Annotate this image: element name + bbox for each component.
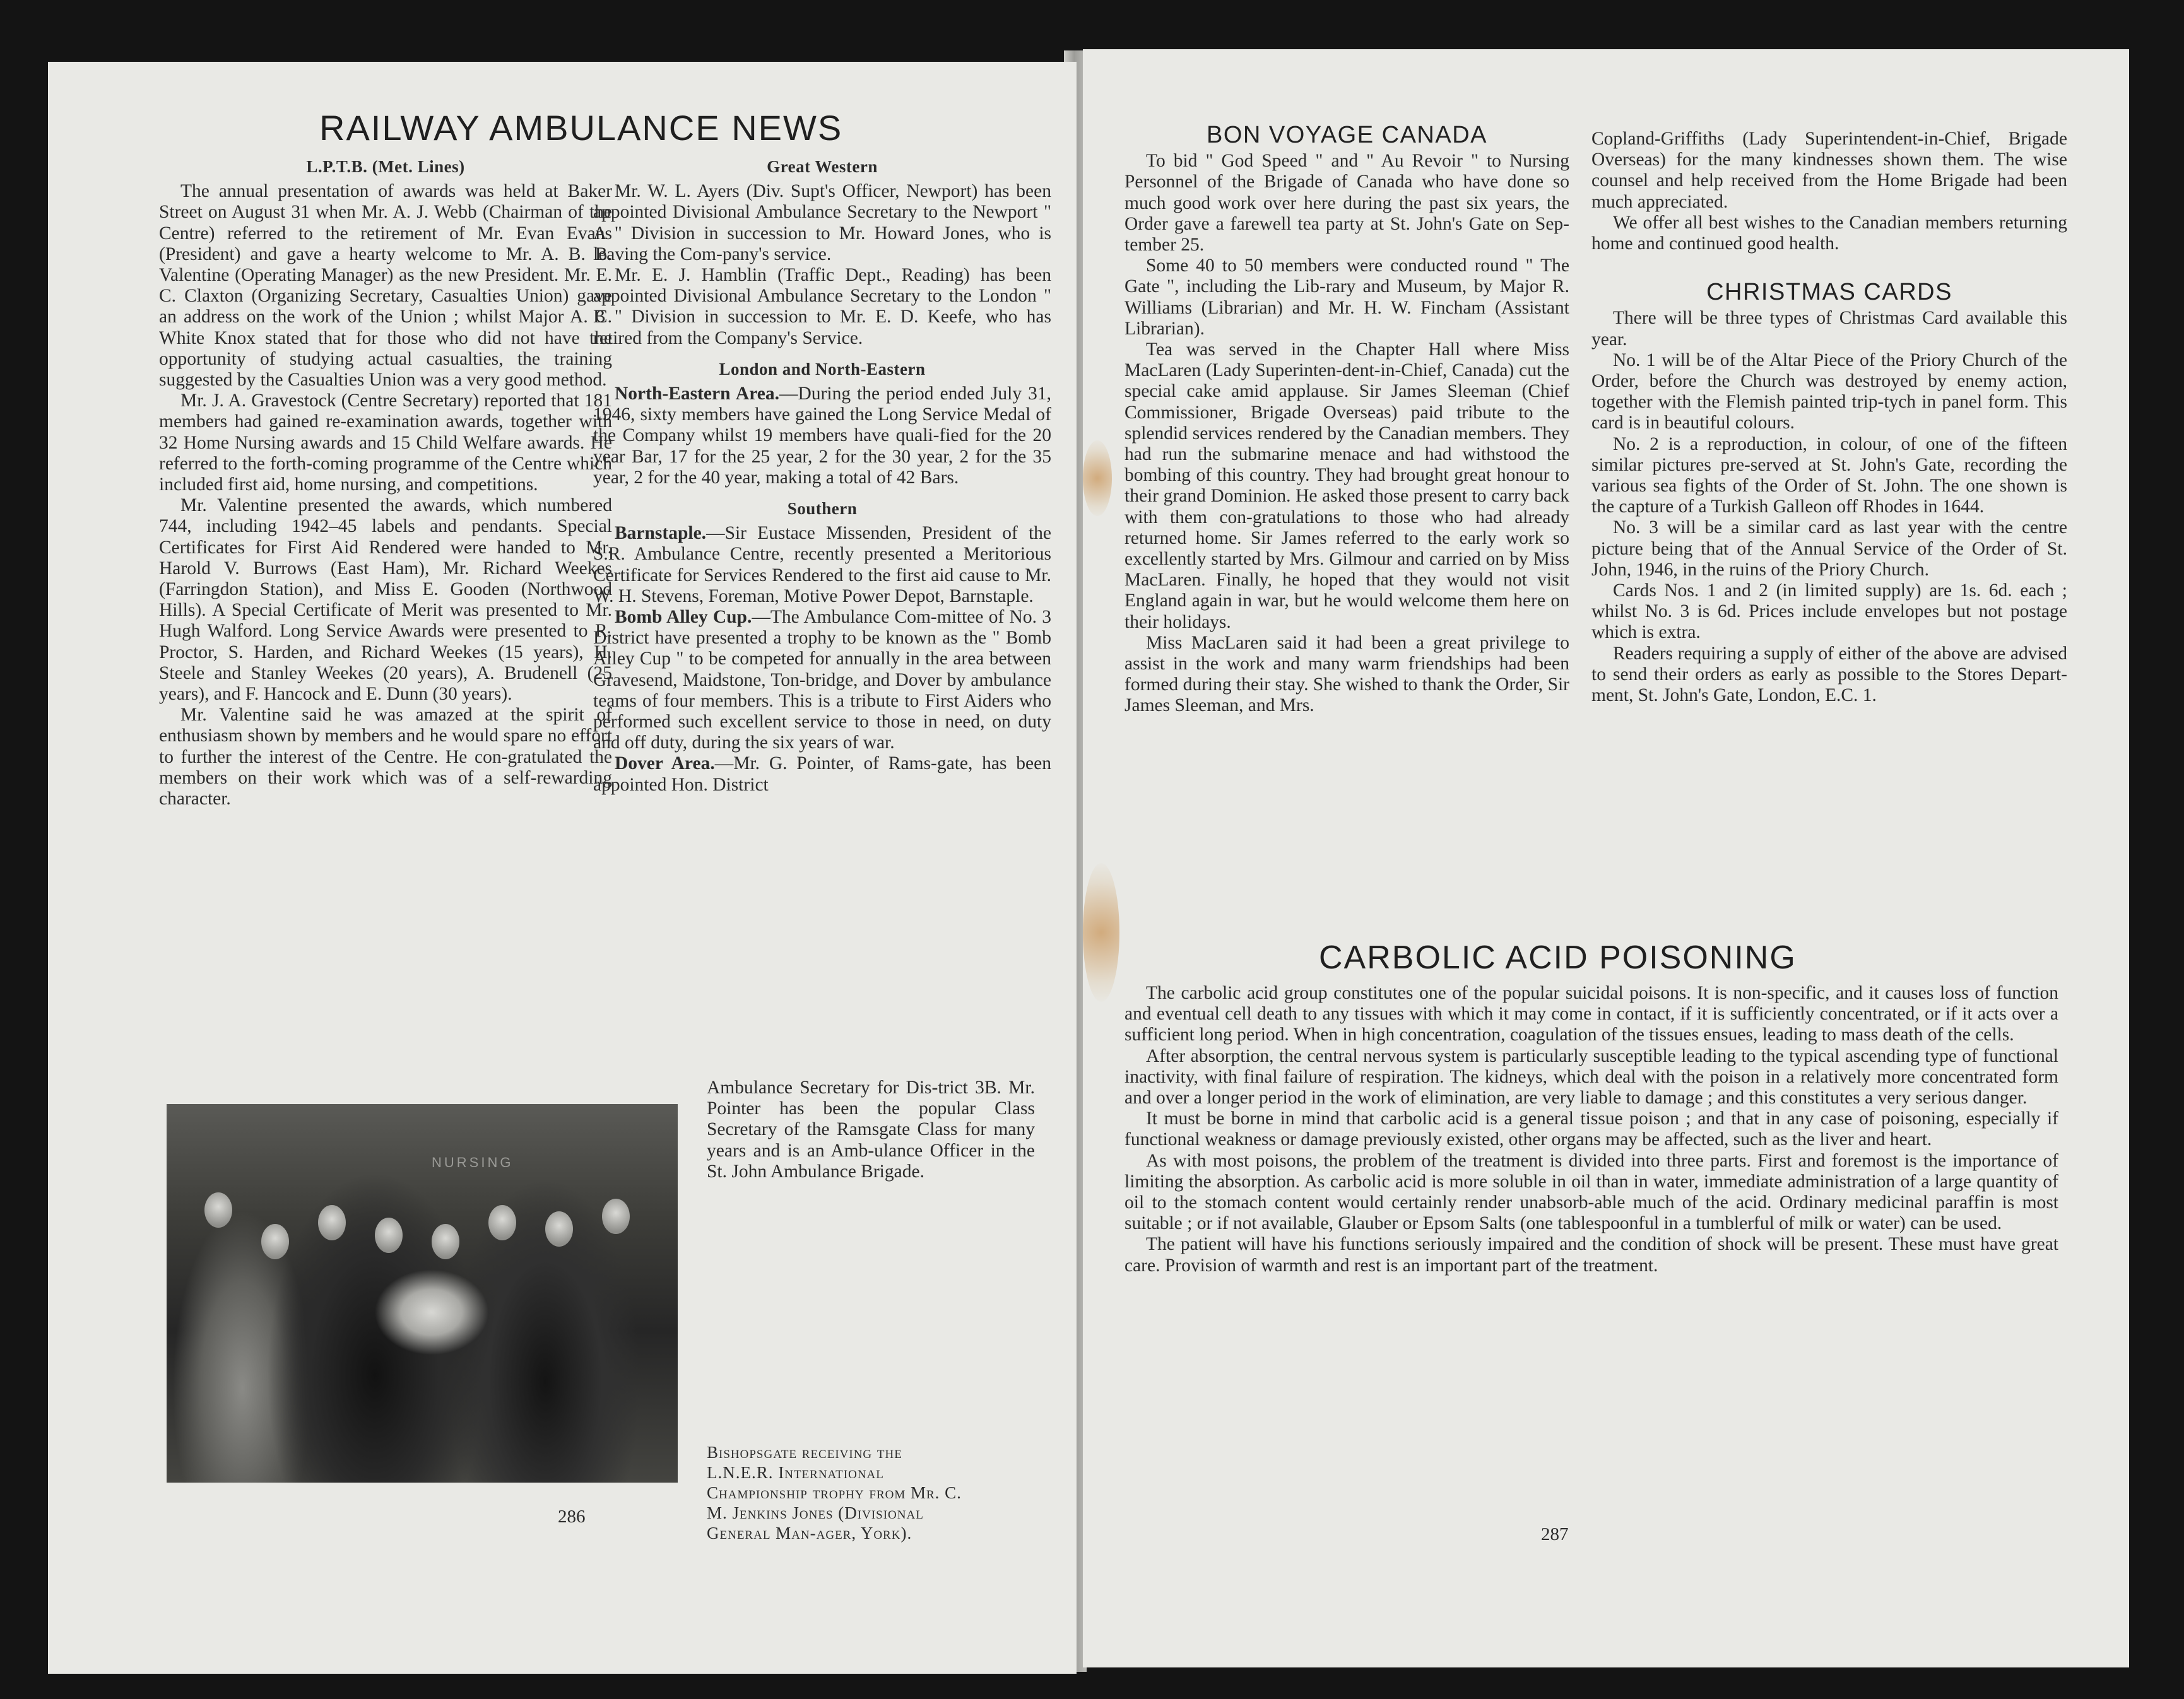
page-number: 287 bbox=[1541, 1524, 1569, 1544]
paragraph: No. 2 is a reproduction, in colour, of one of the fifteen similar pictures pre-served at St. John's Gate, recording the various sea fights of the Order of St. John. The one shown is the capture of a Turkish Galleon off Rhodes in 1644. bbox=[1591, 433, 2067, 517]
column-lptb bbox=[159, 156, 612, 809]
section-heading-great-western: Great Western bbox=[767, 157, 878, 176]
person-face bbox=[204, 1192, 232, 1228]
paragraph: The carbolic acid group constitutes one of the popular suicidal poisons. It is non-specific, and it causes loss of function and eventual cell death to any tissues with which it may come in contact, if it is sufficiently concentrated, or if it acts over a sufficient long period. When in high concentration, coagulation of the tissues ensues, leading to mass death of the cells. bbox=[1124, 983, 2058, 1045]
column-regions bbox=[593, 156, 1051, 796]
paragraph: Mr. W. L. Ayers (Div. Supt's Officer, Newport) has been appointed Divisional Ambulance Secretary to the Newport " A " Division in succession to Mr. Howard Jones, who is leaving the Com-pany's service. bbox=[593, 181, 1051, 264]
paragraph: Copland-Griffiths (Lady Superintendent-in-Chief, Brigade Overseas) for the many kindnesses shown them. The wise counsel and help received from the Home Brigade had been much appreciated. bbox=[1591, 129, 2067, 212]
paragraph: There will be three types of Christmas Card available this year. bbox=[1591, 308, 2067, 350]
paragraph: It must be borne in mind that carbolic acid is a general tissue poison ; and that in any case of poisoning, especially if functional weakness or damage previously existed, other organs may be affected, such as the liver and heart. bbox=[1124, 1108, 2058, 1150]
person-face bbox=[602, 1199, 630, 1234]
paragraph: We offer all best wishes to the Canadian members returning home and continued good health. bbox=[1591, 212, 2067, 254]
paragraph: Cards Nos. 1 and 2 (in limited supply) are 1s. 6d. each ; whilst No. 3 is 6d. Prices include envelopes but not postage which is extra. bbox=[1591, 580, 2067, 643]
paragraph: As with most poisons, the problem of the treatment is divided into three parts. First and foremost is the importance of limiting the absorption. As carbolic acid is more soluble in oil than in water, immediate administration of a large quantity of oil to the stomach content would certainly render unabsorb-able much of the acid. Ordinary medicinal paraffin is most suitable ; or if not available, Glauber or Epsom Salts (one tablespoonful in a tumblerful of milk or water) can be used. bbox=[1124, 1150, 2058, 1234]
paragraph: Mr. Valentine presented the awards, which numbered 744, including 1942–45 labels and pendants. Special Certificates for First Aid Rendered were handed to Mr. Harold V. Burrows (East Ham), Mr. Richard Weekes (Farringdon Station), and Miss E. Gooden (Northwood Hills). A Special Certificate of Merit was presented to Mr. Hugh Walford. Long Service Awards were presented to R. Proctor, S. Harden, and Richard Weekes (15 years), H. Steele and Stanley Weekes (20 years), A. Brudenell (25 years), and F. Hancock and E. Dunn (30 years). bbox=[159, 495, 612, 705]
right-page bbox=[1083, 49, 2129, 1667]
dover-continuation: Ambulance Secretary for Dis-trict 3B. Mr. Pointer has been the popular Class Secretary of the Ramsgate Class for many years and is an Amb-ulance Officer in the St. John Ambulance Brigade. bbox=[707, 1078, 1035, 1182]
section-heading-southern: Southern bbox=[787, 499, 858, 519]
paragraph: Mr. E. J. Hamblin (Traffic Dept., Reading) has been appointed Divisional Ambulance Secretary to the London " B " Division in succession to Mr. E. D. Keefe, who has retired from the Company's Service. bbox=[593, 265, 1051, 348]
runin-heading: Dover Area. bbox=[615, 753, 715, 774]
paragraph: To bid " God Speed " and " Au Revoir " to Nursing Personnel of the Brigade of Canada who have done so much good work over here during the past six years, the Order gave a farewell tea party at St. John's Gate on Sep-tember 25. bbox=[1124, 151, 1569, 256]
section-title-carbolic: CARBOLIC ACID POISONING bbox=[1319, 939, 1797, 976]
column-bon-voyage bbox=[1124, 122, 1569, 717]
paragraph: Bomb Alley Cup.—The Ambulance Com-mittee of No. 3 District have presented a trophy to be known as the " Bomb Alley Cup " to be competed for annually in the area between Gravesend, Maidstone, Ton-bridge, and Dover by ambulance teams of four members. This is a tribute to First Aiders who performed such excellent service to those in need, on duty and off duty, during the six years of war. bbox=[593, 607, 1051, 753]
paragraph: Mr. J. A. Gravestock (Centre Secretary) reported that 181 members had gained re-examination awards, together with 32 Home Nursing awards and 15 Child Welfare awards. He referred to the forth-coming programme of the Centre which included first aid, home nursing, and competitions. bbox=[159, 391, 612, 495]
paragraph: Some 40 to 50 members were conducted round " The Gate ", including the Lib-rary and Museum, by Major R. Williams (Librarian) and Mr. H. W. Fincham (Assistant Librarian). bbox=[1124, 256, 1569, 339]
paragraph: Miss MacLaren said it had been a great privilege to assist in the work and many warm friendships had been formed during their stay. She wished to thank the Order, Sir James Sleeman, and Mrs. bbox=[1124, 632, 1569, 716]
runin-heading: Barnstaple. bbox=[615, 523, 707, 544]
person-face bbox=[261, 1224, 289, 1259]
left-page bbox=[48, 62, 1077, 1674]
paragraph: No. 3 will be a similar card as last year with the centre picture being that of the Annual Service of the Order of St. John, 1946, in the ruins of the Priory Church. bbox=[1591, 517, 2067, 580]
paragraph: Mr. Valentine said he was amazed at the spirit of enthusiasm shown by members and he would spare no effort to further the interest of the Centre. He con-gratulated the members on their work which was of a self-rewarding character. bbox=[159, 705, 612, 809]
paragraph: Dover Area.—Mr. G. Pointer, of Rams-gate, has been appointed Hon. District bbox=[593, 753, 1051, 795]
stain-mark bbox=[1083, 440, 1112, 516]
paragraph: No. 1 will be of the Altar Piece of the Priory Church of the Order, before the Church was destroyed by enemy action, together with the Flemish painted trip-tych in panel form. This card is in beautiful colours. bbox=[1591, 350, 2067, 433]
page-title: RAILWAY AMBULANCE NEWS bbox=[319, 108, 843, 148]
runin-heading: North-Eastern Area. bbox=[615, 384, 779, 404]
column-carbolic bbox=[1124, 983, 2058, 1276]
paragraph: The patient will have his functions seriously impaired and the condition of shock will be present. These must have great care. Provision of warmth and rest is an important part of the treatment. bbox=[1124, 1234, 2058, 1276]
section-title-bon-voyage: BON VOYAGE CANADA bbox=[1206, 122, 1487, 148]
photo-caption: Bishopsgate receiving the L.N.E.R. International Championship trophy from Mr. C. M. Jenkins Jones (Divisional General Man-ager, York). bbox=[707, 1443, 962, 1543]
person-face bbox=[318, 1205, 346, 1240]
section-heading-lptb: L.P.T.B. (Met. Lines) bbox=[306, 157, 465, 176]
stain-mark bbox=[1083, 863, 1119, 1002]
paragraph: After absorption, the central nervous system is particularly susceptible leading to the typical ascending type of functional inactivity, with final failure of respiration. The kidneys, which deal with the poison in a relatively more concentrated form and over a longer period in the work of elimination, are very liable to damage ; and this constitutes a very serious danger. bbox=[1124, 1045, 2058, 1108]
person-face bbox=[488, 1205, 516, 1240]
person-face bbox=[375, 1218, 403, 1253]
photo-sign-text: NURSING bbox=[432, 1155, 514, 1170]
page-number: 286 bbox=[558, 1507, 586, 1527]
paragraph: Tea was served in the Chapter Hall where Miss MacLaren (Lady Superinten-dent-in-Chief, Canada) cut the special cake amid applause. Sir James Sleeman (Chief Commissioner, Brigade Overseas) paid tribute to the splendid services rendered by the Canadian members. They had run the submarine menace and had withstood the bombing of this country. They had brought great honour to their grand Dominion. He asked those present to carry back with them con-gratulations to those who had already returned home. Sir James referred to the early work so excellently started by Mrs. Gilmour and carried on by Miss MacLaren. Finally, he hoped that they would not visit England again in war, but he would welcome them here on their holidays. bbox=[1124, 339, 1569, 632]
section-heading-lner: London and North-Eastern bbox=[719, 359, 926, 379]
paragraph: Readers requiring a supply of either of the above are advised to send their orders as early as possible to the Stores Depart-ment, St. John's Gate, London, E.C. 1. bbox=[1591, 643, 2067, 706]
paragraph: Barnstaple.—Sir Eustace Missenden, President of the S.R. Ambulance Centre, recently presented a Meritorious Certificate for Services Rendered to the first aid cause to Mr. W. H. Stevens, Foreman, Motive Power Depot, Barnstaple. bbox=[593, 523, 1051, 606]
paragraph: North-Eastern Area.—During the period ended July 31, 1946, sixty members have gained the Long Service Medal of the Company whilst 19 members have quali-fied for the 20 year Bar, 17 for the 25 year, 2 for the 30 year, 2 for the 35 year, 2 for the 40 year, making a total of 42 Bars. bbox=[593, 384, 1052, 488]
section-title-christmas-cards: CHRISTMAS CARDS bbox=[1706, 279, 1952, 306]
paragraph: The annual presentation of awards was held at Baker Street on August 31 when Mr. A. J. Webb (Chairman of the Centre) referred to the retirement of Mr. Evan Evans (President) and gave a hearty welcome to Mr. A. B. B. Valentine (Operating Manager) as the new President. Mr. E. C. Claxton (Organizing Secretary, Casualties Union) gave an address on the work of the Union ; whilst Major A. C. White Knox stated that for those who did not have the opportunity of studying actual casualties, the training suggested by the Casualties Union was a very good method. bbox=[159, 181, 612, 391]
person-face bbox=[432, 1224, 459, 1259]
column-christmas-cards bbox=[1591, 129, 2067, 706]
trophy-photograph bbox=[167, 1104, 678, 1483]
person-face bbox=[545, 1211, 573, 1247]
runin-heading: Bomb Alley Cup. bbox=[615, 607, 752, 628]
